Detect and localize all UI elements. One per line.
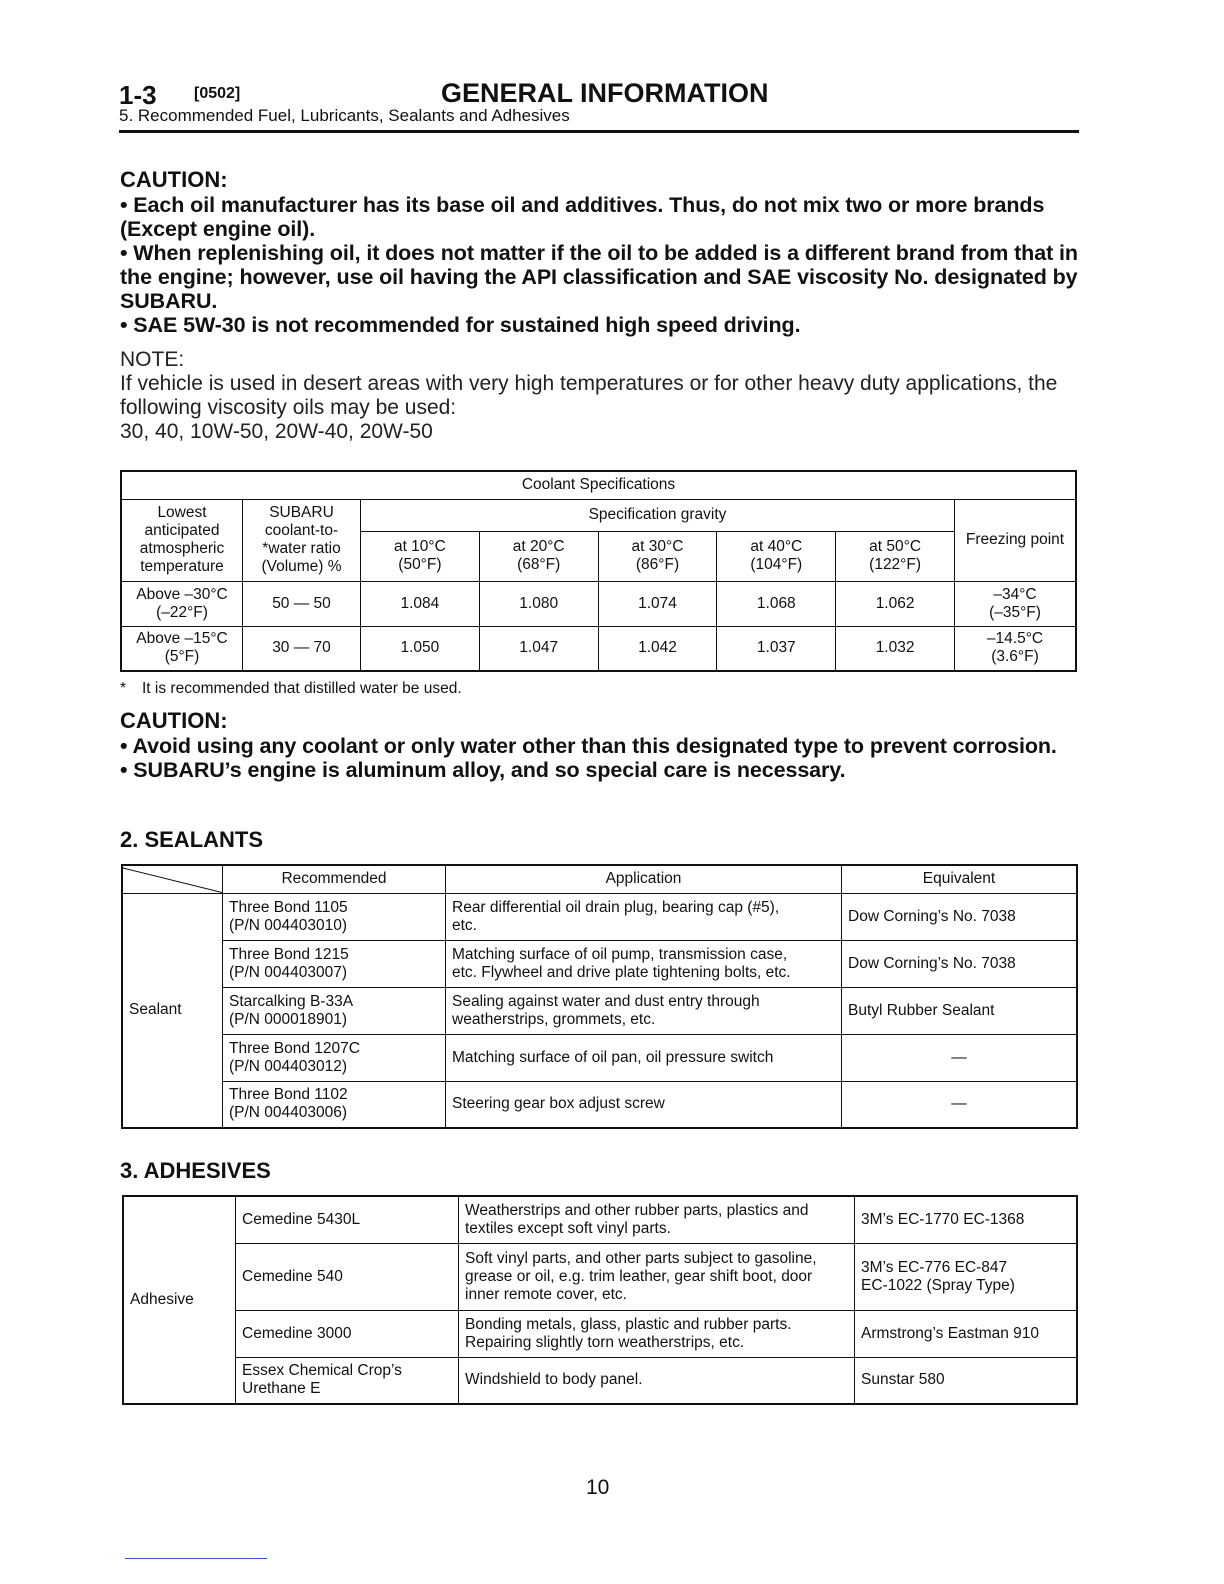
table-row xyxy=(123,1310,1077,1357)
section-code: [0502] xyxy=(194,85,241,102)
application-cell: Bonding metals, glass, plastic and rubber parts. Repairing slightly torn weatherstrips, etc. xyxy=(459,1310,855,1357)
temp-header: at 40°C (104°F) xyxy=(717,531,836,581)
caution-title: CAUTION: xyxy=(120,167,228,192)
gravity-cell: 1.047 xyxy=(479,626,598,671)
equivalent-cell: Butyl Rubber Sealant xyxy=(842,987,1078,1034)
diagonal-header-cell xyxy=(122,865,223,893)
application-cell: Windshield to body panel. xyxy=(459,1357,855,1404)
application-cell: Soft vinyl parts, and other parts subject to gasoline, grease or oil, e.g. trim leather, gear shift boot, door inner remote cover, etc. xyxy=(459,1243,855,1310)
table-row xyxy=(121,581,1076,626)
equivalent-cell: 3M’s EC-776 EC-847 EC-1022 (Spray Type) xyxy=(855,1243,1078,1310)
equivalent-cell: — xyxy=(842,1034,1078,1081)
gravity-cell: 1.037 xyxy=(717,626,836,671)
equivalent-cell: Dow Corning’s No. 7038 xyxy=(842,893,1078,940)
ratio-cell: 50 — 50 xyxy=(243,581,361,626)
table-row xyxy=(123,1243,1077,1310)
table-title: Coolant Specifications xyxy=(121,471,1076,499)
adhesives-heading: 3. ADHESIVES xyxy=(120,1158,271,1183)
equivalent-cell: 3M’s EC-1770 EC-1368 xyxy=(855,1196,1078,1243)
note-text: If vehicle is used in desert areas with very high temperatures or for other heavy duty applications, the following viscosity oils may be used: xyxy=(120,372,1058,419)
application-cell: Matching surface of oil pan, oil pressure switch xyxy=(446,1034,842,1081)
caution-oil xyxy=(120,167,1080,337)
equivalent-cell: Sunstar 580 xyxy=(855,1357,1078,1404)
table-row xyxy=(122,940,1077,987)
footnote-text: It is recommended that distilled water be used. xyxy=(142,680,462,697)
table-row xyxy=(122,893,1077,940)
caution-coolant xyxy=(120,708,1080,782)
gravity-cell: 1.084 xyxy=(361,581,480,626)
temp-header: at 20°C (68°F) xyxy=(479,531,598,581)
recommended-cell: Three Bond 1215 (P/N 004403007) xyxy=(223,940,446,987)
page-header xyxy=(119,76,1079,125)
caution-title: CAUTION: xyxy=(120,708,228,733)
page-subtitle: 5. Recommended Fuel, Lubricants, Sealants and Adhesives xyxy=(119,106,570,125)
recommended-cell: Three Bond 1207C (P/N 004403012) xyxy=(223,1034,446,1081)
gravity-cell: 1.068 xyxy=(717,581,836,626)
caution-item: • SAE 5W-30 is not recommended for sustained high speed driving. xyxy=(120,313,801,337)
application-cell: Weatherstrips and other rubber parts, plastics and textiles except soft vinyl parts. xyxy=(459,1196,855,1243)
recommended-cell: Three Bond 1102 (P/N 004403006) xyxy=(223,1081,446,1128)
gravity-cell: 1.050 xyxy=(361,626,480,671)
col-header-equivalent: Equivalent xyxy=(842,865,1078,893)
temp-header: at 10°C (50°F) xyxy=(361,531,480,581)
note-values: 30, 40, 10W-50, 20W-40, 20W-50 xyxy=(120,420,433,443)
recommended-cell: Essex Chemical Crop’s Urethane E xyxy=(236,1357,459,1404)
table-row xyxy=(123,1357,1077,1404)
table-row xyxy=(122,1034,1077,1081)
note-title: NOTE: xyxy=(120,348,185,371)
section-number: 1-3 xyxy=(119,80,157,110)
table-row xyxy=(123,1196,1077,1243)
temp-header: at 30°C (86°F) xyxy=(598,531,717,581)
table-row xyxy=(121,626,1076,671)
caution-item: • When replenishing oil, it does not matter if the oil to be added is a different brand from that in the engine; however, use oil having the API classification and SAE viscosity No. designated by SUBARU. xyxy=(120,241,1078,313)
bottom-divider xyxy=(125,1558,267,1559)
header-rule xyxy=(119,130,1079,133)
col-header-gravity: Specification gravity xyxy=(361,499,955,531)
col-header-recommended: Recommended xyxy=(223,865,446,893)
page-number: 10 xyxy=(586,1476,610,1499)
application-cell: Sealing against water and dust entry through weatherstrips, grommets, etc. xyxy=(446,987,842,1034)
adhesives-table xyxy=(122,1195,1078,1405)
coolant-spec-table xyxy=(120,470,1077,672)
col-header-lowest-temp: Lowest anticipated atmospheric temperature xyxy=(121,499,243,581)
category-cell: Sealant xyxy=(122,893,223,1128)
coolant-footnote xyxy=(120,680,462,698)
table-row xyxy=(122,987,1077,1034)
gravity-cell: 1.042 xyxy=(598,626,717,671)
gravity-cell: 1.032 xyxy=(836,626,955,671)
caution-item: • Avoid using any coolant or only water other than this designated type to prevent corrosion. xyxy=(120,734,1057,758)
note-block xyxy=(120,348,1080,444)
diagonal-line xyxy=(123,866,222,893)
gravity-cell: 1.074 xyxy=(598,581,717,626)
recommended-cell: Cemedine 540 xyxy=(236,1243,459,1310)
footnote-marker: * xyxy=(120,680,127,697)
ratio-cell: 30 — 70 xyxy=(243,626,361,671)
equivalent-cell: Dow Corning’s No. 7038 xyxy=(842,940,1078,987)
temp-header: at 50°C (122°F) xyxy=(836,531,955,581)
category-cell: Adhesive xyxy=(123,1196,236,1404)
caution-item: • Each oil manufacturer has its base oil and additives. Thus, do not mix two or more brands (Except engine oil). xyxy=(120,193,1045,241)
recommended-cell: Cemedine 5430L xyxy=(236,1196,459,1243)
application-cell: Matching surface of oil pump, transmission case, etc. Flywheel and drive plate tightening bolts, etc. xyxy=(446,940,842,987)
col-header-ratio: SUBARU coolant-to- *water ratio (Volume) % xyxy=(243,499,361,581)
freezing-cell: –14.5°C (3.6°F) xyxy=(955,626,1077,671)
recommended-cell: Starcalking B-33A (P/N 000018901) xyxy=(223,987,446,1034)
recommended-cell: Three Bond 1105 (P/N 004403010) xyxy=(223,893,446,940)
lowest-temp-cell: Above –30°C (–22°F) xyxy=(121,581,243,626)
gravity-cell: 1.062 xyxy=(836,581,955,626)
col-header-application: Application xyxy=(446,865,842,893)
caution-item: • SUBARU’s engine is aluminum alloy, and so special care is necessary. xyxy=(120,758,846,782)
sealants-heading: 2. SEALANTS xyxy=(120,827,264,852)
gravity-cell: 1.080 xyxy=(479,581,598,626)
application-cell: Steering gear box adjust screw xyxy=(446,1081,842,1128)
col-header-freezing: Freezing point xyxy=(955,499,1077,581)
application-cell: Rear differential oil drain plug, bearing cap (#5), etc. xyxy=(446,893,842,940)
recommended-cell: Cemedine 3000 xyxy=(236,1310,459,1357)
equivalent-cell: Armstrong’s Eastman 910 xyxy=(855,1310,1078,1357)
sealants-table xyxy=(121,864,1078,1129)
page-title: GENERAL INFORMATION xyxy=(441,78,769,108)
table-row xyxy=(122,1081,1077,1128)
equivalent-cell: — xyxy=(842,1081,1078,1128)
lowest-temp-cell: Above –15°C (5°F) xyxy=(121,626,243,671)
freezing-cell: –34°C (–35°F) xyxy=(955,581,1077,626)
